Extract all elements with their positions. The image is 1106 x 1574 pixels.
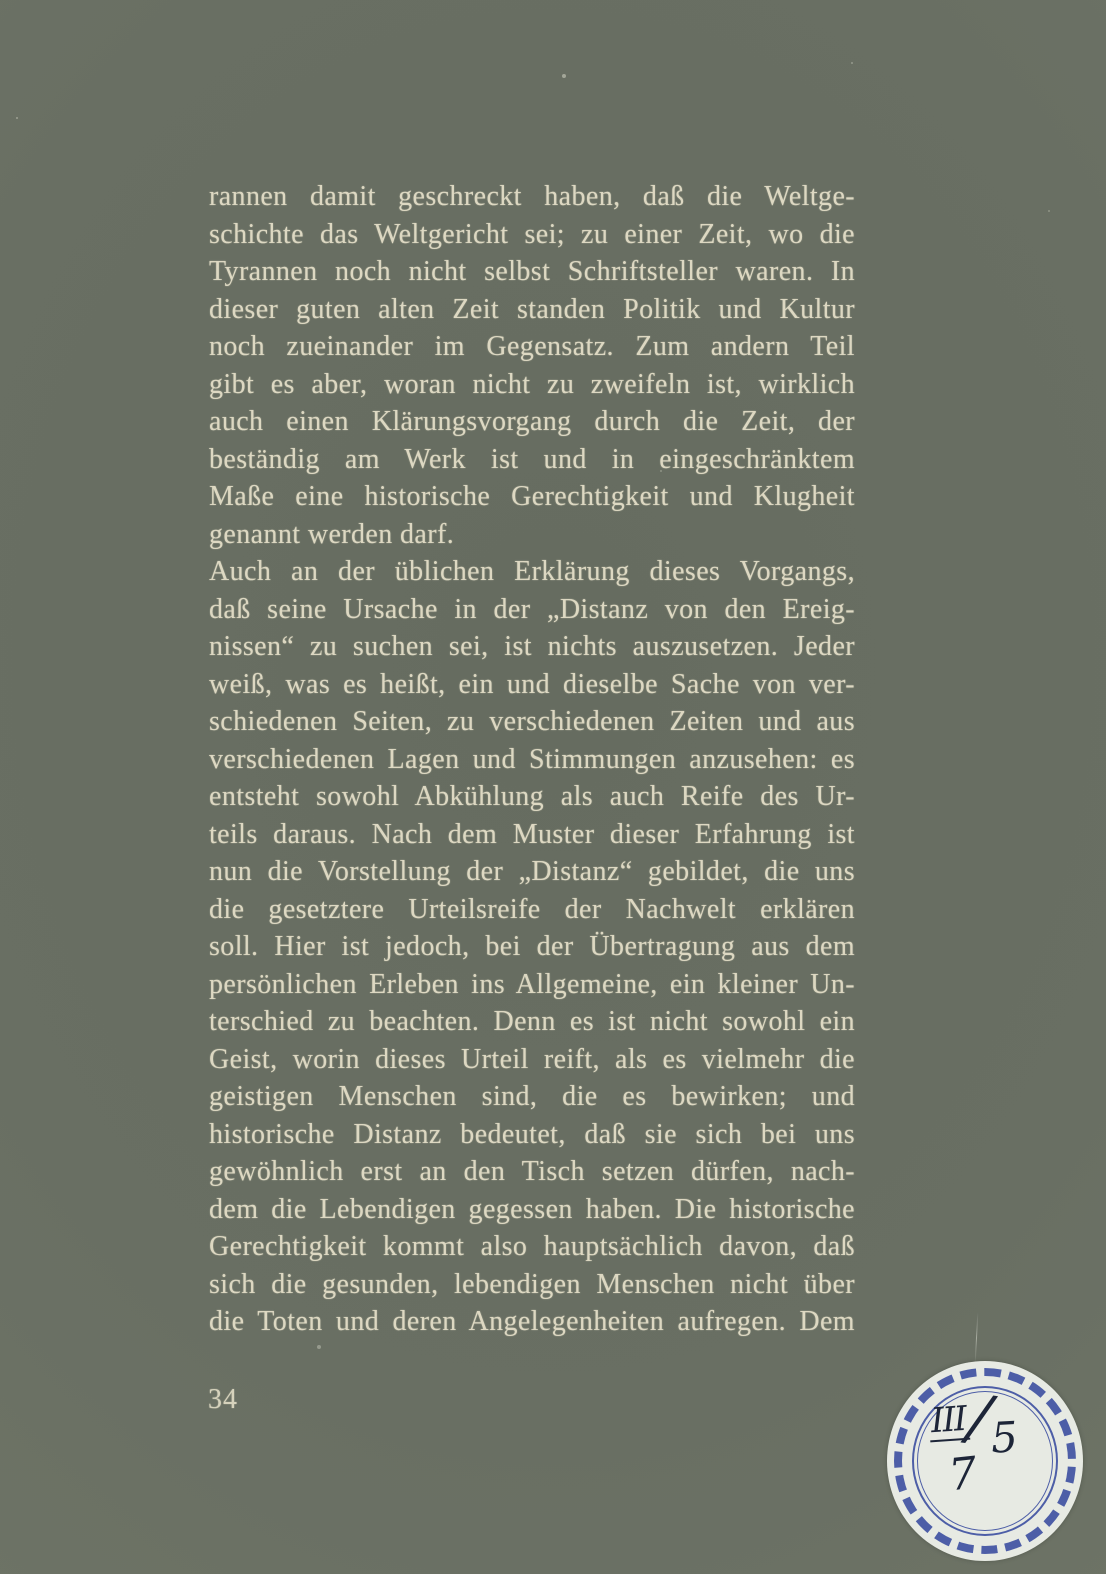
text-line: rannen damit geschreckt haben, daß die Weltge-	[209, 181, 855, 212]
text-line: die gesetztere Urteilsreife der Nachwelt erklären	[209, 893, 855, 925]
text-line: gibt es aber, woran nicht zu zweifeln ist, wirklich	[209, 368, 855, 400]
text-line-paragraph-end: genannt werden darf.	[209, 518, 455, 550]
stamp-shelfmark-second-line: 7	[946, 1447, 980, 1502]
film-scratch	[975, 1312, 979, 1364]
text-line: nissen“ zu suchen sei, ist nichts auszusetzen. Jeder	[209, 631, 855, 662]
text-line: Tyrannen noch nicht selbst Schriftsteller waren. In	[209, 256, 855, 287]
text-line: Geist, worin dieses Urteil reift, als es vielmehr die	[209, 1043, 855, 1075]
text-line: soll. Hier ist jedoch, bei der Übertragung aus dem	[209, 931, 855, 962]
stamp-shelfmark-denominator: 5	[989, 1412, 1019, 1463]
text-line: dem die Lebendigen gegessen haben. Die historische	[209, 1193, 855, 1225]
body-text	[209, 178, 855, 1341]
library-stamp	[887, 1361, 1083, 1561]
text-line: geistigen Menschen sind, die es bewirken; und	[209, 1081, 855, 1112]
text-line: beständig am Werk ist und in eingeschränktem	[209, 443, 855, 475]
text-line: verschiedenen Lagen und Stimmungen anzusehen: es	[209, 743, 855, 775]
text-line: Maße eine historische Gerechtigkeit und Klugheit	[209, 481, 855, 512]
film-specks	[0, 0, 2, 2]
text-line: terschied zu beachten. Denn es ist nicht sowohl ein	[209, 1006, 855, 1037]
text-line: die Toten und deren Angelegenheiten aufregen. Dem	[209, 1306, 855, 1337]
text-line: sich die gesunden, lebendigen Menschen nicht über	[209, 1268, 855, 1300]
text-line: noch zueinander im Gegensatz. Zum andern Teil	[209, 331, 855, 362]
text-line: persönlichen Erleben ins Allgemeine, ein kleiner Un-	[209, 968, 855, 1000]
text-line: gewöhnlich erst an den Tisch setzen dürfen, nach-	[209, 1156, 855, 1187]
stamp-shelfmark	[887, 1361, 1083, 1561]
text-line: teils daraus. Nach dem Muster dieser Erfahrung ist	[209, 818, 855, 850]
text-line: Gerechtigkeit kommt also hauptsächlich davon, daß	[209, 1231, 855, 1262]
text-line: schichte das Weltgericht sei; zu einer Zeit, wo die	[209, 218, 855, 250]
page-number: 34	[208, 1384, 238, 1415]
stamp-shelfmark-slash: /	[964, 1379, 995, 1456]
text-line: schiedenen Seiten, zu verschiedenen Zeiten und aus	[209, 706, 855, 737]
text-line: historische Distanz bedeutet, daß sie sich bei uns	[209, 1118, 855, 1150]
text-line: weiß, was es heißt, ein und dieselbe Sache von ver-	[209, 668, 855, 700]
stamp-shelfmark-numerator: III	[928, 1402, 971, 1443]
text-line: dieser guten alten Zeit standen Politik und Kultur	[209, 293, 855, 325]
text-line: nun die Vorstellung der „Distanz“ gebildet, die uns	[209, 856, 855, 887]
text-line-paragraph-start: Auch an der üblichen Erklärung dieses Vorgangs,	[209, 556, 855, 587]
text-line: daß seine Ursache in der „Distanz von den Ereig-	[209, 593, 855, 625]
text-line: auch einen Klärungsvorgang durch die Zeit, der	[209, 406, 855, 437]
text-line: entsteht sowohl Abkühlung als auch Reife des Ur-	[209, 781, 855, 812]
